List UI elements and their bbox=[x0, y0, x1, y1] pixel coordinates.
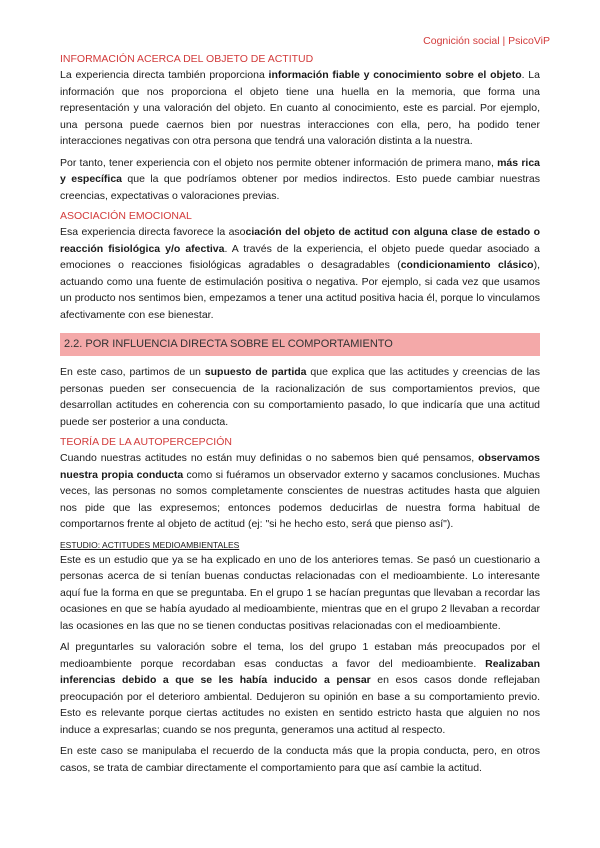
page-header: Cognición social | PsicoViP bbox=[423, 35, 550, 47]
bold-text: supuesto de partida bbox=[204, 366, 307, 378]
paragraph bbox=[60, 67, 540, 150]
page-content bbox=[60, 52, 540, 781]
section-heading-info: INFORMACIÓN ACERCA DEL OBJETO DE ACTITUD bbox=[60, 53, 314, 65]
text-run: Esa experiencia directa favorece la aso bbox=[60, 226, 246, 238]
section-heading-emotional: ASOCIACIÓN EMOCIONAL bbox=[60, 210, 192, 222]
text-run: . A través de la experiencia, el objeto puede quedar asociado a emociones o reacciones fisiológicas agradables o desagradables ( bbox=[60, 242, 540, 271]
text-run: Por tanto, tener experiencia con el objeto nos permite obtener información de primera mano, bbox=[60, 156, 498, 169]
text-run: En este caso, partimos de un bbox=[60, 366, 205, 378]
text-run: En este caso se manipulaba el recuerdo de la conducta más que la propia conducta, pero, en otros casos, se trata de cambiar directamente el comportamiento para que así cambie la actitud. bbox=[60, 745, 540, 774]
text-run: en esos casos donde reflejaban preocupación por el deterioro ambiental. Dedujeron su opinión en base a su comportamiento previo. Esto es relevante porque ciertas actitudes no existen en sentido estricto hasta que alguien no nos induce a expresarlas; cuando se nos pregunta, generamos una actitud al respecto. bbox=[60, 674, 540, 736]
text-run: ), actuando como una fuente de estimulación positiva o negativa. Por ejemplo, si cada vez que usamos un producto nos sentimos bien, empezamos a tener una actitud positiva hacia él, porque lo vinculamos afectivamente con ese bienestar. bbox=[60, 259, 540, 321]
bold-text: más rica y específica bbox=[60, 156, 540, 185]
bold-text: información fiable y conocimiento sobre el objeto bbox=[268, 69, 522, 81]
text-run: Cuando nuestras actitudes no están muy definidas o no sabemos bien qué pensamos, bbox=[60, 452, 479, 464]
text-run: . La información que nos proporciona el objeto tiene una huella en la memoria, que forma una representación y una valoración del objeto. En cuanto al conocimiento, este es parcial. Por ejemplo, una persona puede caernos bien por nuestras interacciones con ella, pero, ha podido tener interacciones negativas con otra persona que tendrá una valoración distinta a la nuestra. bbox=[60, 69, 540, 147]
paragraph bbox=[60, 155, 540, 205]
paragraph bbox=[60, 552, 540, 635]
paragraph bbox=[60, 224, 540, 323]
bold-text: observamos nuestra propia conducta bbox=[60, 452, 540, 481]
bold-text: ciación del objeto de actitud con alguna clase de estado o reacción fisiológica y/o afectiva bbox=[60, 226, 540, 255]
text-run: Este es un estudio que ya se ha explicado en uno de los anteriores temas. Se pasó un cuestionario a personas acerca de si tenían buenas conductas relacionadas con el medioambiente. Lo interesante aquí fue la forma en que se preguntaba. En el grupo 1 se hacían preguntas que llevaban a recordar las ocasiones en que se había ayudado al medioambiente, mientras que en el grupo 2 llevaban a recordar las ocasiones en las que no se tienen conductas positivas relacionadas con el medioambiente. bbox=[60, 553, 540, 632]
text-run: como si fuéramos un observador externo y sacamos conclusiones. Muchas veces, las personas no somos completamente conscientes de nuestras actitudes hasta que alguien nos pide que las expresemos; entonces podemos deducirlas de nuestra forma habitual de comportarnos frente al objeto de actitud (ej: "si he hecho esto, será que pienso así"). bbox=[60, 468, 540, 530]
bold-text: condicionamiento clásico bbox=[400, 259, 534, 271]
text-run: Al preguntarles su valoración sobre el tema, los del grupo 1 estaban más preocupados por el medioambiente porque recordaban esas conductas a favor del medioambiente. bbox=[60, 641, 540, 670]
paragraph bbox=[60, 364, 540, 430]
section-bar: 2.2. POR INFLUENCIA DIRECTA SOBRE EL COMPORTAMIENTO bbox=[60, 333, 540, 356]
bold-text: Realizaban inferencias debido a que se les había inducido a pensar bbox=[60, 657, 540, 686]
paragraph bbox=[60, 450, 540, 533]
text-run: que explica que las actitudes y creencias de las personas pueden ser consecuencia de la racionalización de sus comportamientos previos, que desarrollan actitudes en coherencia con su comportamiento pasado, lo que indicaría que una actitud puede ser posterior a una conducta. bbox=[60, 366, 540, 428]
text-run: La experiencia directa también proporciona bbox=[60, 69, 269, 81]
study-title: ESTUDIO: ACTITUDES MEDIOAMBIENTALES bbox=[60, 539, 240, 550]
section-heading-selfperception: TEORÍA DE LA AUTOPERCEPCIÓN bbox=[60, 436, 232, 448]
text-run: que la que podríamos obtener por medios indirectos. Esto puede cambiar nuestras creencias, expectativas o valoraciones previas. bbox=[60, 173, 540, 202]
paragraph bbox=[60, 743, 540, 776]
paragraph bbox=[60, 639, 540, 738]
